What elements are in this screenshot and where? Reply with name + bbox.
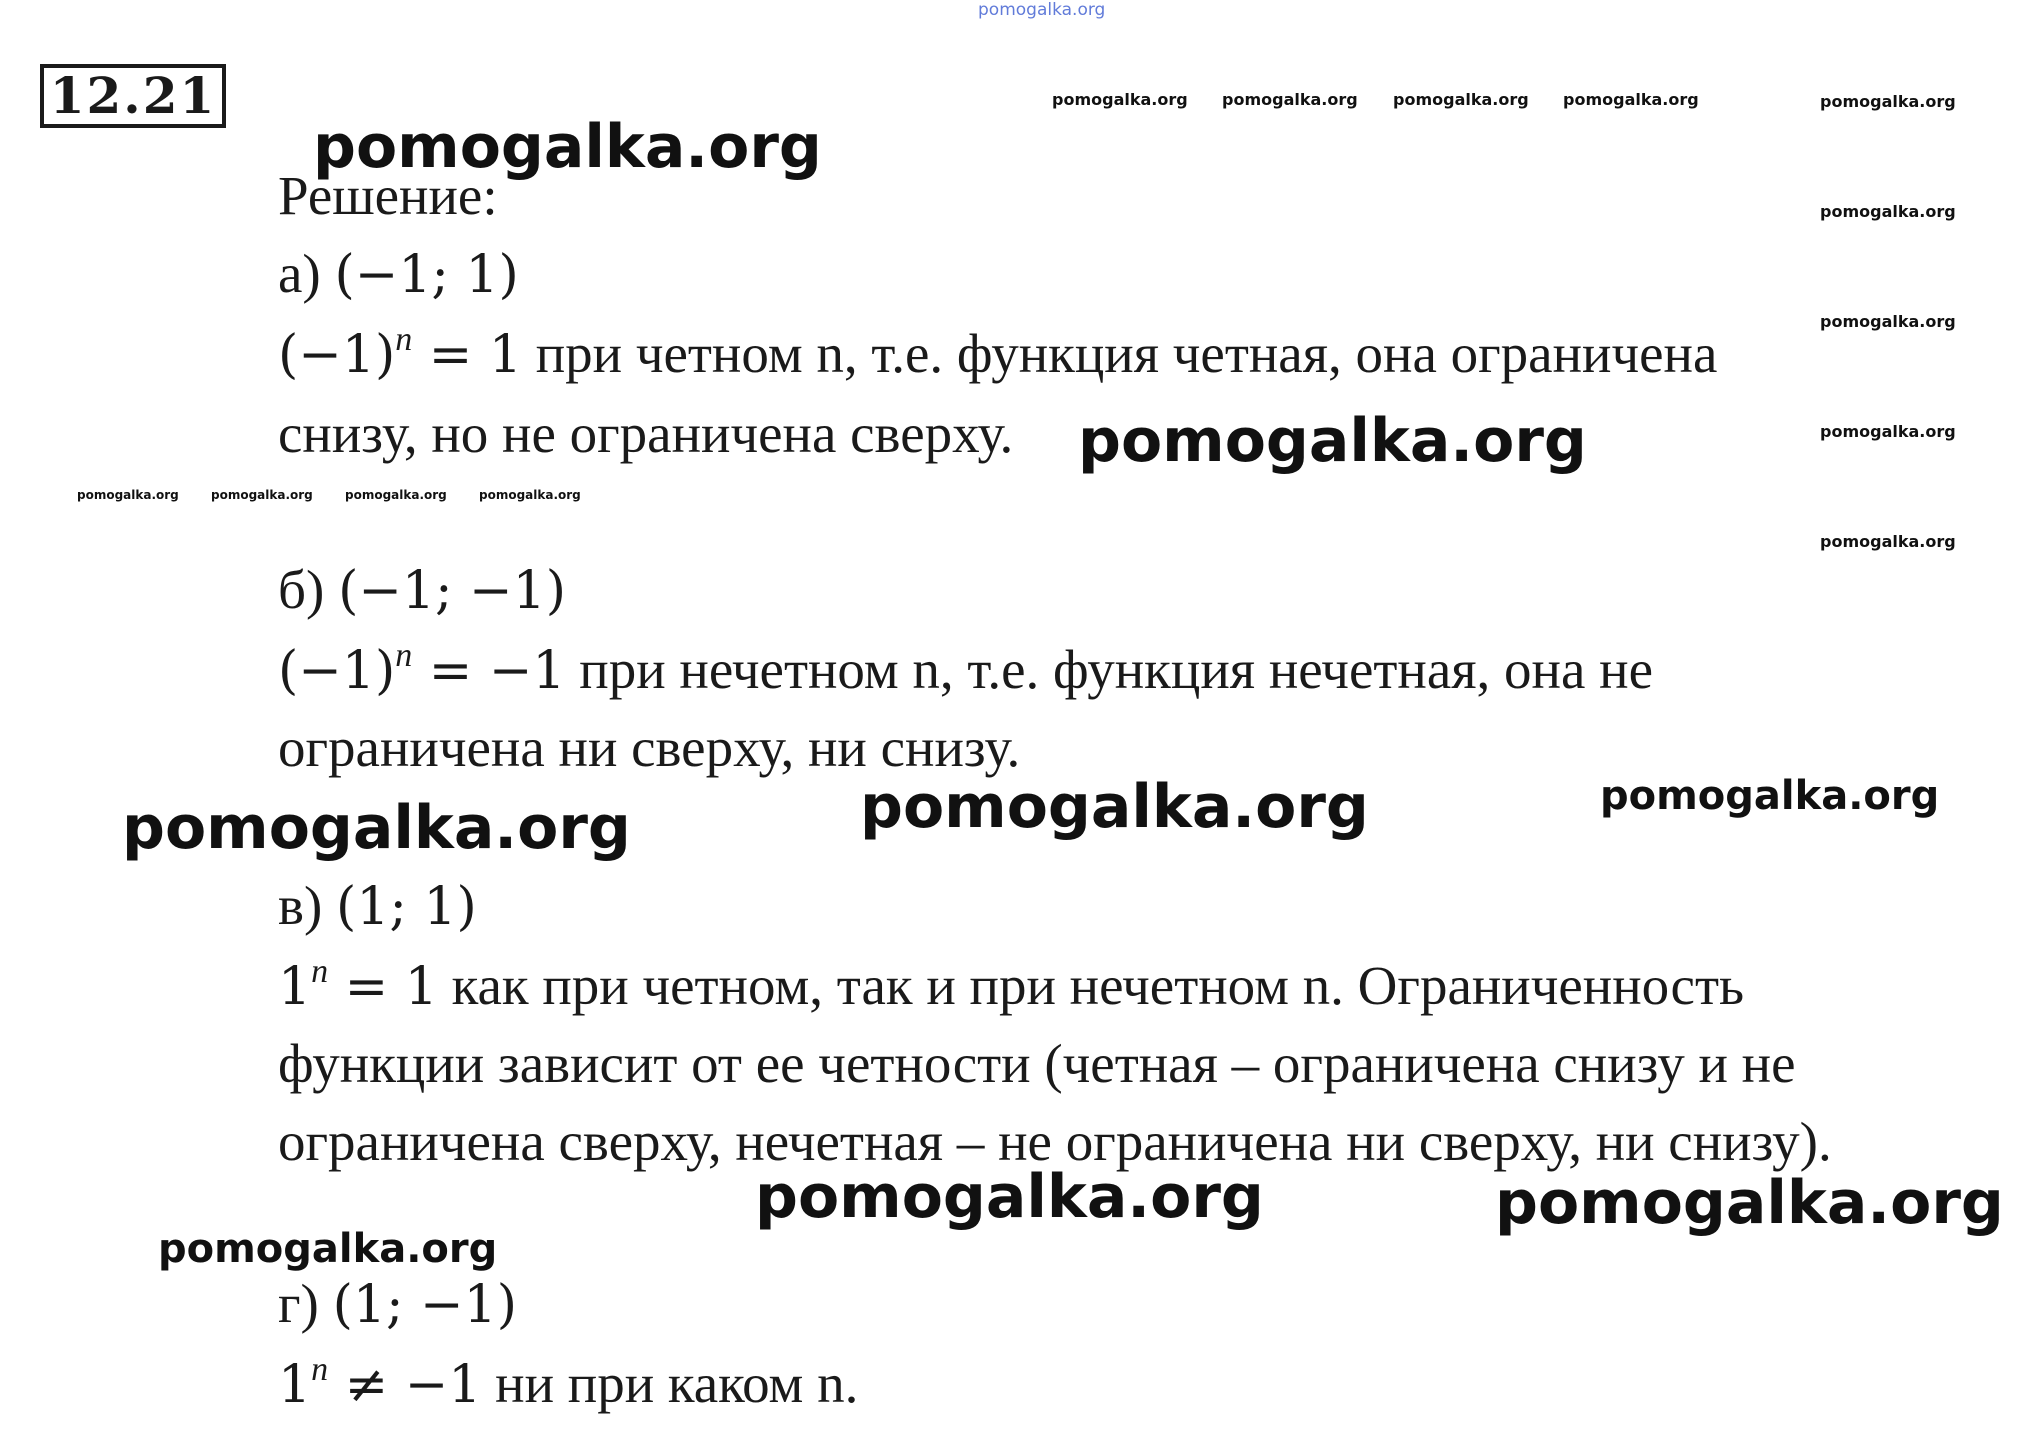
watermark: pomogalka.org bbox=[1600, 773, 1940, 819]
watermark: pomogalka.org bbox=[1820, 532, 1956, 551]
part-v-eq-exp: n bbox=[311, 952, 329, 990]
part-a-eq-rest: = 1 bbox=[412, 325, 522, 385]
solution-label: Решение: bbox=[278, 165, 498, 226]
watermark: pomogalka.org bbox=[1820, 202, 1956, 221]
watermark: pomogalka.org bbox=[1393, 90, 1529, 109]
watermark: pomogalka.org bbox=[1222, 90, 1358, 109]
part-a-eq-base: (−1) bbox=[278, 325, 396, 385]
part-a-header bbox=[278, 242, 519, 307]
watermark: pomogalka.org bbox=[211, 488, 313, 502]
part-a-line1 bbox=[278, 322, 1717, 387]
part-b-eq-base: (−1) bbox=[278, 641, 396, 701]
part-g-eq-base: 1 bbox=[278, 1355, 312, 1415]
watermark: pomogalka.org bbox=[1495, 1168, 2004, 1238]
part-a-label: а) bbox=[278, 243, 321, 304]
watermark: pomogalka.org bbox=[860, 772, 1369, 842]
part-v-line1 bbox=[278, 954, 1744, 1019]
part-v-text2: функции зависит от ее четности (четная – ограничена снизу и не bbox=[278, 1033, 1796, 1094]
part-g-eq-exp: n bbox=[311, 1350, 329, 1388]
part-a-point: (−1; 1) bbox=[334, 245, 519, 305]
part-b-point: (−1; −1) bbox=[338, 561, 566, 621]
part-a-text1: при четном n, т.е. функция четная, она ограничена bbox=[521, 323, 1718, 384]
part-v-eq-rest: = 1 bbox=[328, 957, 438, 1017]
watermark: pomogalka.org bbox=[122, 793, 631, 863]
part-v-header bbox=[278, 874, 477, 939]
part-v-text1: как при четном, так и при нечетном n. Ограниченность bbox=[437, 955, 1745, 1016]
part-g-line1 bbox=[278, 1352, 858, 1417]
part-b-text2: ограничена ни сверху, ни снизу. bbox=[278, 717, 1021, 778]
part-b-eq-rest: = −1 bbox=[412, 641, 566, 701]
part-g-text1: ни при каком n. bbox=[481, 1353, 859, 1414]
part-a-text2: снизу, но не ограничена сверху. bbox=[278, 403, 1014, 464]
part-g-header bbox=[278, 1272, 517, 1337]
watermark: pomogalka.org bbox=[1820, 312, 1956, 331]
part-v-label: в) bbox=[278, 875, 323, 936]
watermark: pomogalka.org bbox=[1820, 422, 1956, 441]
part-g-label: г) bbox=[278, 1273, 319, 1334]
part-v-point: (1; 1) bbox=[336, 877, 477, 937]
part-b-header bbox=[278, 558, 566, 623]
watermark: pomogalka.org bbox=[77, 488, 179, 502]
watermark: pomogalka.org bbox=[978, 0, 1106, 20]
watermark: pomogalka.org bbox=[1820, 92, 1956, 111]
watermark: pomogalka.org bbox=[313, 112, 822, 182]
part-b-eq-exp: n bbox=[395, 636, 413, 674]
problem-number: 12.21 bbox=[40, 64, 226, 128]
watermark: pomogalka.org bbox=[1078, 406, 1587, 476]
part-v-eq-base: 1 bbox=[278, 957, 312, 1017]
part-b-text1: при нечетном n, т.е. функция нечетная, она не bbox=[565, 639, 1653, 700]
part-g-eq-rest: ≠ −1 bbox=[328, 1355, 482, 1415]
part-b-line1 bbox=[278, 638, 1653, 703]
watermark: pomogalka.org bbox=[1052, 90, 1188, 109]
watermark: pomogalka.org bbox=[1563, 90, 1699, 109]
watermark: pomogalka.org bbox=[755, 1162, 1264, 1232]
watermark: pomogalka.org bbox=[479, 488, 581, 502]
part-b-label: б) bbox=[278, 559, 325, 620]
part-v-text3: ограничена сверху, нечетная – не ограничена ни сверху, ни снизу). bbox=[278, 1111, 1832, 1172]
watermark: pomogalka.org bbox=[158, 1226, 498, 1272]
watermark: pomogalka.org bbox=[345, 488, 447, 502]
part-g-point: (1; −1) bbox=[332, 1275, 517, 1335]
part-a-eq-exp: n bbox=[395, 320, 413, 358]
